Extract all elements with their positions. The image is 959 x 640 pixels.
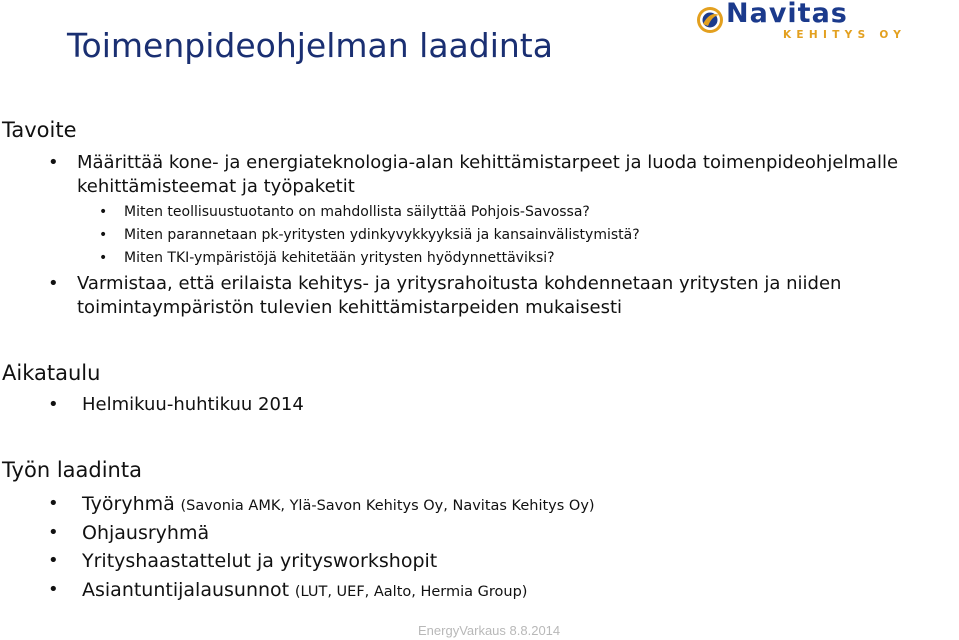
list-item bbox=[48, 549, 437, 573]
navitas-logo bbox=[693, 2, 913, 46]
list-item-main: Työryhmä bbox=[82, 493, 175, 515]
bullet-icon: • bbox=[99, 227, 108, 243]
sub-list-item-text: Miten teollisuustuotanto on mahdollista säilyttää Pohjois-Savossa? bbox=[124, 204, 590, 220]
logo-wordmark: Navitas bbox=[726, 0, 848, 29]
bullet-icon: • bbox=[48, 579, 59, 600]
section-heading-tavoite: Tavoite bbox=[2, 118, 77, 142]
list-item bbox=[48, 492, 595, 518]
bullet-icon: • bbox=[99, 204, 108, 220]
list-item-text: Helmikuu-huhtikuu 2014 bbox=[82, 394, 304, 415]
logo-emblem-icon bbox=[695, 5, 725, 35]
bullet-icon: • bbox=[48, 152, 59, 173]
list-item-main: Asiantuntijalausunnot bbox=[82, 579, 290, 601]
list-item bbox=[48, 578, 527, 604]
list-item bbox=[48, 272, 918, 320]
sub-list-item bbox=[99, 248, 555, 268]
sub-list-item bbox=[99, 225, 640, 245]
list-item-text bbox=[48, 578, 527, 604]
sub-list-item-text: Miten TKI-ympäristöjä kehitetään yritysten hyödynnettäviksi? bbox=[124, 250, 555, 266]
section-heading-aikataulu: Aikataulu bbox=[2, 361, 101, 385]
list-item-detail: (Savonia AMK, Ylä-Savon Kehitys Oy, Navitas Kehitys Oy) bbox=[180, 498, 595, 514]
list-item-text: Varmistaa, että erilaista kehitys- ja yritysrahoitusta kohdennetaan yritysten ja niiden toimintaympäristön tulevien kehittämistarpeiden mukaisesti bbox=[77, 273, 842, 318]
sub-list-item-text: Miten parannetaan pk-yritysten ydinkyvykkyyksiä ja kansainvälistymistä? bbox=[124, 227, 640, 243]
bullet-icon: • bbox=[48, 394, 59, 415]
bullet-icon: • bbox=[48, 550, 59, 571]
list-item-text: Ohjausryhmä bbox=[82, 522, 210, 544]
list-item bbox=[48, 521, 209, 545]
list-item bbox=[48, 393, 304, 417]
bullet-icon: • bbox=[48, 522, 59, 543]
bullet-icon: • bbox=[48, 493, 59, 514]
slide-title: Toimenpideohjelman laadinta bbox=[67, 26, 553, 65]
bullet-icon: • bbox=[99, 250, 108, 266]
list-item-detail: (LUT, UEF, Aalto, Hermia Group) bbox=[294, 584, 528, 600]
footer-text: EnergyVarkaus 8.8.2014 bbox=[418, 623, 561, 638]
list-item-text bbox=[48, 492, 595, 518]
section-heading-tyon-laadinta: Työn laadinta bbox=[2, 458, 142, 482]
list-item bbox=[48, 151, 953, 199]
list-item-text: Määrittää kone- ja energiateknologia-alan kehittämistarpeet ja luoda toimenpideohjelmalle kehittämisteemat ja työpaketit bbox=[77, 152, 899, 197]
logo-tagline: KEHITYS OY bbox=[783, 29, 907, 41]
sub-list-item bbox=[99, 202, 590, 222]
list-item-text: Yrityshaastattelut ja yritysworkshopit bbox=[82, 550, 438, 572]
bullet-icon: • bbox=[48, 273, 59, 294]
